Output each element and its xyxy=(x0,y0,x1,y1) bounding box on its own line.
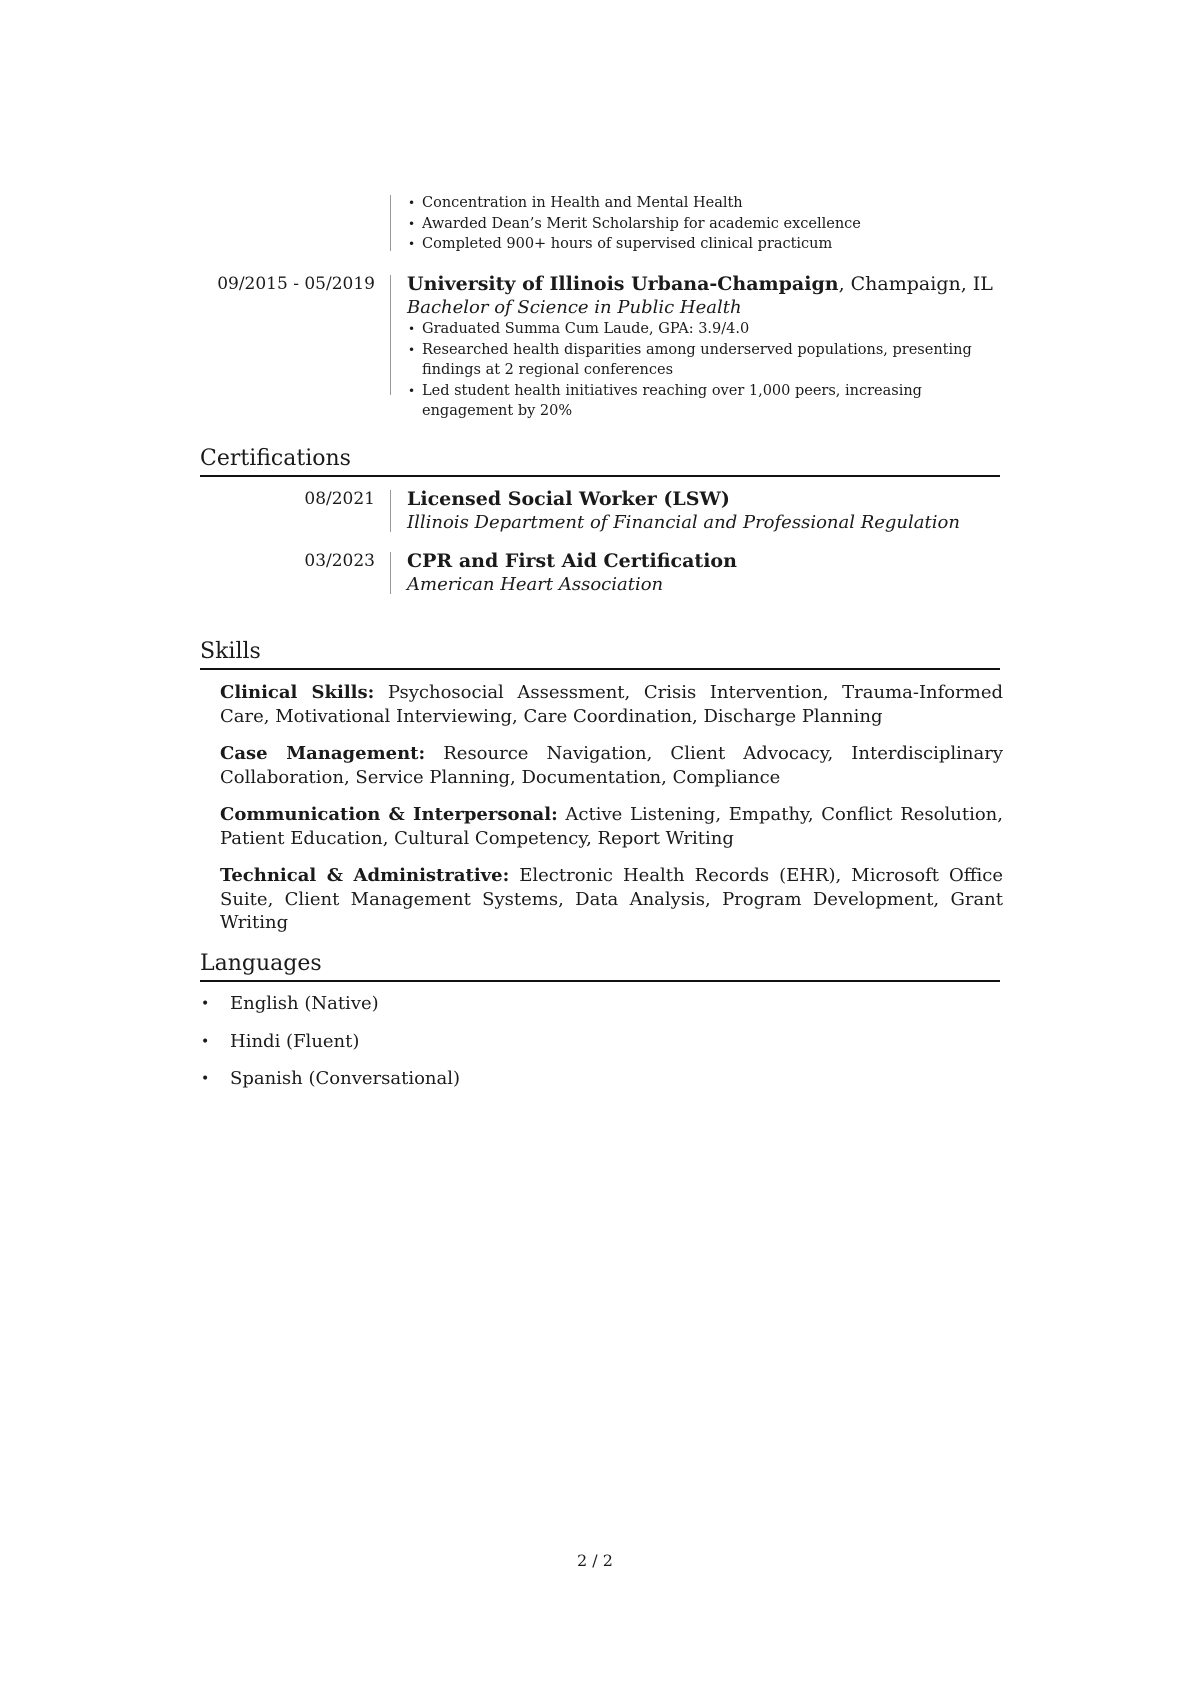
section-title-certifications: Certifications xyxy=(200,445,1000,477)
degree: Bachelor of Science in Public Health xyxy=(407,297,742,318)
entry-date: 03/2023 xyxy=(304,551,375,571)
certification-entry xyxy=(200,488,1000,534)
entry-bullets xyxy=(407,319,1000,422)
section-title-skills: Skills xyxy=(200,638,1000,670)
entry-date: 08/2021 xyxy=(304,489,375,509)
list-item: • Spanish (Conversational) xyxy=(200,1067,460,1091)
skill-text: Electronic Health Records (EHR), Microsoft Office Suite, Client Management Systems, Data Analysis, Program Development, Grant Writing xyxy=(220,865,1003,933)
list-item: • Awarded Dean’s Merit Scholarship for academic excellence xyxy=(407,214,1000,235)
skill-text: Psychosocial Assessment, Crisis Intervention, Trauma-Informed Care, Motivational Interviewing, Care Coordination, Discharge Planning xyxy=(220,682,1003,727)
institution-location: , Champaign, IL xyxy=(838,273,993,295)
skill-label: Case Management: xyxy=(220,743,426,764)
certification-entry xyxy=(200,550,1000,596)
certification-name: CPR and First Aid Certification xyxy=(407,550,737,572)
list-item: • Graduated Summa Cum Laude, GPA: 3.9/4.0 xyxy=(407,319,1000,340)
institution-name: University of Illinois Urbana-Champaign xyxy=(407,273,839,295)
skill-label: Technical & Administrative: xyxy=(220,865,510,886)
entry-content xyxy=(407,550,1000,596)
list-item: • Concentration in Health and Mental Health xyxy=(407,193,1000,214)
skill-label: Communication & Interpersonal: xyxy=(220,804,558,825)
skill-group xyxy=(220,681,1003,728)
certification-name: Licensed Social Worker (LSW) xyxy=(407,488,730,510)
skill-text: Resource Navigation, Client Advocacy, Interdisciplinary Collaboration, Service Planning, Documentation, Compliance xyxy=(220,743,1003,788)
skill-group xyxy=(220,803,1003,850)
education-entry-continued xyxy=(200,193,1000,253)
entry-divider xyxy=(390,552,391,594)
list-item: • Led student health initiatives reaching over 1,000 peers, increasing engagement by 20% xyxy=(407,381,1000,422)
skill-text: Active Listening, Empathy, Conflict Resolution, Patient Education, Cultural Competency, Report Writing xyxy=(220,804,1003,849)
entry-divider xyxy=(390,490,391,532)
institution-line xyxy=(407,273,1000,296)
skill-group xyxy=(220,742,1003,789)
entry-bullets xyxy=(407,193,1000,255)
skill-label: Clinical Skills: xyxy=(220,682,375,703)
entry-content xyxy=(407,273,1000,422)
section-title-languages: Languages xyxy=(200,950,1000,982)
entry-divider xyxy=(390,195,391,251)
list-item: • English (Native) xyxy=(200,992,460,1016)
list-item: • Hindi (Fluent) xyxy=(200,1030,460,1054)
certification-issuer: Illinois Department of Financial and Professional Regulation xyxy=(407,512,960,533)
skill-group xyxy=(220,864,1003,935)
entry-content xyxy=(407,488,1000,534)
entry-content xyxy=(407,193,1000,255)
list-item: • Researched health disparities among underserved populations, presenting findings at 2 regional conferences xyxy=(407,340,1000,381)
skills-list xyxy=(220,681,1003,949)
entry-date: 09/2015 - 05/2019 xyxy=(217,274,375,294)
entry-divider xyxy=(390,275,391,395)
education-entry-uiuc xyxy=(200,273,1000,419)
certification-issuer: American Heart Association xyxy=(407,574,664,595)
languages-list xyxy=(200,992,460,1105)
page-number: 2 / 2 xyxy=(577,1551,613,1570)
list-item: • Completed 900+ hours of supervised clinical practicum xyxy=(407,234,1000,255)
